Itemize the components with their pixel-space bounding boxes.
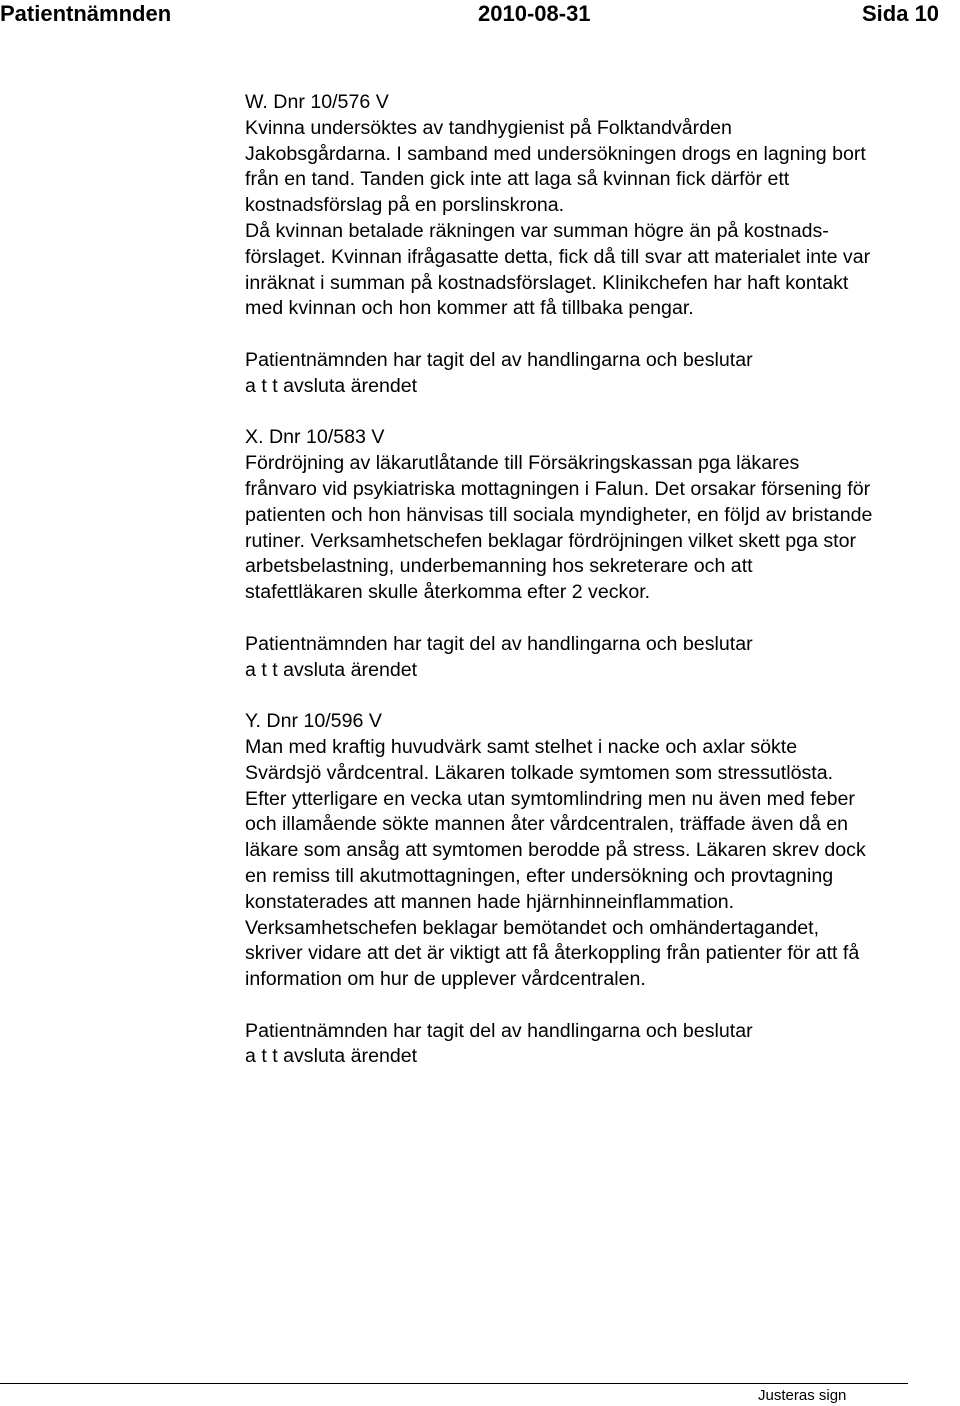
signature-label: Justeras sign [758, 1387, 847, 1404]
text-line: med kvinnan och hon kommer att få tillbaka pengar. [245, 297, 694, 320]
text-line: Patientnämnden har tagit del av handlingarna och beslutar [245, 1019, 753, 1042]
header-date: 2010-08-31 [478, 1, 591, 26]
case-paragraph [245, 632, 960, 684]
text-line: Patientnämnden har tagit del av handlingarna och beslutar [245, 632, 753, 655]
case-paragraph [245, 709, 960, 993]
header-page-number: Sida 10 [862, 1, 940, 26]
text-line: Kvinna undersöktes av tandhygienist på Folktandvården [245, 116, 732, 139]
case-paragraph [245, 348, 960, 400]
text-line: X. Dnr 10/583 V [245, 426, 385, 449]
text-line: Fördröjning av läkarutlåtande till Försäkringskassan pga läkares [245, 452, 800, 475]
text-line: Patientnämnden har tagit del av handlingarna och beslutar [245, 348, 753, 371]
text-line: Svärdsjö vårdcentral. Läkaren tolkade symtomen som stressutlösta. [245, 761, 834, 784]
text-line: Efter ytterligare en vecka utan symtomlindring men nu även med feber [245, 787, 855, 810]
text-line: från en tand. Tanden gick inte att laga så kvinnan fick därför ett [245, 168, 790, 191]
text-line: rutiner. Verksamhetschefen beklagar fördröjningen vilket skett pga stor [245, 529, 857, 552]
case-paragraph [245, 90, 960, 322]
text-line: W. Dnr 10/576 V [245, 91, 389, 113]
text-line: förslaget. Kvinnan ifrågasatte detta, fick då till svar att materialet inte var [245, 245, 871, 268]
document-body [245, 90, 960, 1070]
text-line: skriver vidare att det är viktigt att få återkoppling från patienter för att få [245, 942, 860, 965]
text-line: a t t avsluta ärendet [245, 658, 418, 681]
text-line: Då kvinnan betalade räkningen var summan högre än på kostnads- [245, 219, 829, 242]
text-line: a t t avsluta ärendet [245, 1045, 418, 1068]
text-line: Verksamhetschefen beklagar bemötandet och omhändertagandet, [245, 916, 820, 939]
case-paragraph [245, 425, 960, 606]
text-line: en remiss till akutmottagningen, efter undersökning och provtagning [245, 864, 834, 887]
text-line: Y. Dnr 10/596 V [245, 710, 382, 733]
text-line: konstaterades att mannen hade hjärnhinneinflammation. [245, 890, 735, 913]
text-line: och illamående sökte mannen åter vårdcentralen, träffade även då en [245, 813, 849, 836]
text-line: läkare som ansåg att symtomen berodde på stress. Läkaren skrev dock [245, 839, 866, 862]
signature-line [0, 1383, 908, 1384]
text-line: inräknat i summan på kostnadsförslaget. Klinikchefen har haft kontakt [245, 271, 849, 294]
text-line: kostnadsförslag på en porslinskrona. [245, 194, 565, 217]
header-organization: Patientnämnden [0, 1, 172, 26]
text-line: frånvaro vid psykiatriska mottagningen i Falun. Det orsakar försening för [245, 477, 871, 500]
case-paragraph [245, 1019, 960, 1071]
page-header [0, 0, 960, 30]
text-line: stafettläkaren skulle återkomma efter 2 veckor. [245, 581, 651, 604]
text-line: patienten och hon hänvisas till sociala myndigheter, en följd av bristande [245, 503, 873, 526]
text-line: arbetsbelastning, underbemanning hos sekreterare och att [245, 555, 753, 578]
text-line: Man med kraftig huvudvärk samt stelhet i nacke och axlar sökte [245, 735, 798, 758]
text-line: a t t avsluta ärendet [245, 374, 418, 397]
text-line: Jakobsgårdarna. I samband med undersökningen drogs en lagning bort [245, 142, 866, 165]
text-line: information om hur de upplever vårdcentralen. [245, 968, 646, 991]
